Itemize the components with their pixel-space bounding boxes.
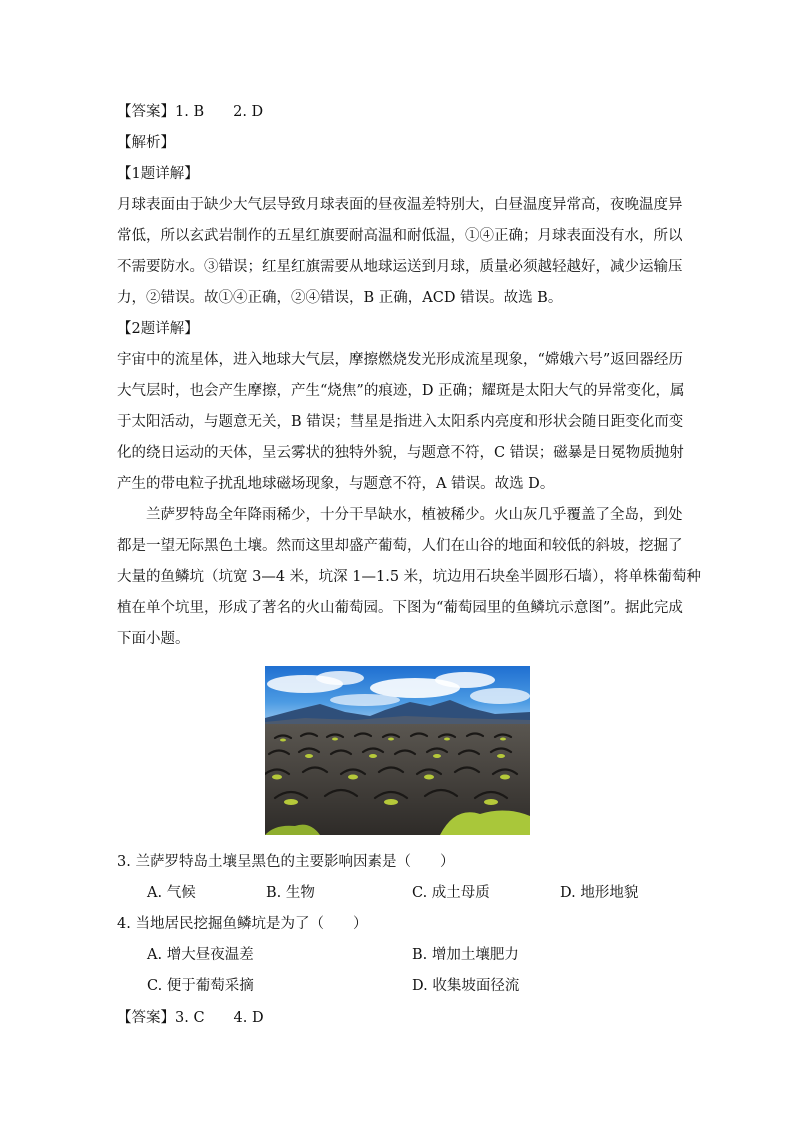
passage-line: 都是一望无际黑色土壤。然而这里却盛产葡萄，人们在山谷的地面和较低的斜坡，挖掘了: [117, 538, 683, 554]
answer-line-1: 【答案】1. B 2. D: [117, 104, 264, 120]
q1-line: 力，②错误。故①④正确，②④错误，B 正确，ACD 错误。故选 B。: [117, 290, 563, 306]
q3-option-d: D. 地形地貌: [560, 885, 639, 901]
q4-option-a: A. 增大昼夜温差: [147, 947, 254, 963]
q1-line: 月球表面由于缺少大气层导致月球表面的昼夜温差特别大，白昼温度异常高，夜晚温度异: [117, 197, 683, 213]
q2-line: 于太阳活动，与题意无关，B 错误；彗星是指进入太阳系内亮度和形状会随日距变化而变: [117, 414, 684, 430]
q2-line: 产生的带电粒子扰乱地球磁场现象，与题意不符，A 错误。故选 D。: [117, 476, 555, 492]
q3-option-b: B. 生物: [266, 885, 315, 901]
q4-option-d: D. 收集坡面径流: [412, 978, 520, 994]
q3-option-a: A. 气候: [147, 885, 196, 901]
q4-option-b: B. 增加土壤肥力: [412, 947, 519, 963]
q4-stem: 4. 当地居民挖掘鱼鳞坑是为了（ ）: [117, 916, 368, 932]
q3-option-c: C. 成土母质: [412, 885, 490, 901]
analysis-heading: 【解析】: [117, 135, 175, 151]
passage-line: 兰萨罗特岛全年降雨稀少，十分干旱缺水，植被稀少。火山灰几乎覆盖了全岛，到处: [146, 507, 683, 523]
q2-line: 化的绕日运动的天体，呈云雾状的独特外貌，与题意不符，C 错误；磁暴是日冕物质抛射: [117, 445, 684, 461]
q1-line: 常低，所以玄武岩制作的五星红旗要耐高温和耐低温，①④正确；月球表面没有水，所以: [117, 228, 683, 244]
vineyard-photo: [265, 666, 530, 835]
q2-heading: 【2题详解】: [117, 321, 199, 337]
answer-line-2: 【答案】3. C 4. D: [117, 1010, 264, 1026]
q3-stem: 3. 兰萨罗特岛土壤呈黑色的主要影响因素是（ ）: [117, 854, 455, 870]
passage-line: 下面小题。: [117, 631, 190, 647]
q2-line: 大气层时，也会产生摩擦，产生“烧焦”的痕迹，D 正确；耀斑是太阳大气的异常变化，属: [117, 383, 685, 399]
passage-line: 植在单个坑里，形成了著名的火山葡萄园。下图为“葡萄园里的鱼鳞坑示意图”。据此完成: [117, 600, 683, 616]
q1-heading: 【1题详解】: [117, 166, 199, 182]
q1-line: 不需要防水。③错误；红星红旗需要从地球运送到月球，质量必须越轻越好，减少运输压: [117, 259, 683, 275]
q4-option-c: C. 便于葡萄采摘: [147, 978, 254, 994]
q2-line: 宇宙中的流星体，进入地球大气层，摩擦燃烧发光形成流星现象，“嫦娥六号”返回器经历: [117, 352, 683, 368]
passage-line: 大量的鱼鳞坑（坑宽 3—4 米，坑深 1—1.5 米，坑边用石块垒半圆形石墙），将单株葡萄种: [117, 569, 701, 585]
